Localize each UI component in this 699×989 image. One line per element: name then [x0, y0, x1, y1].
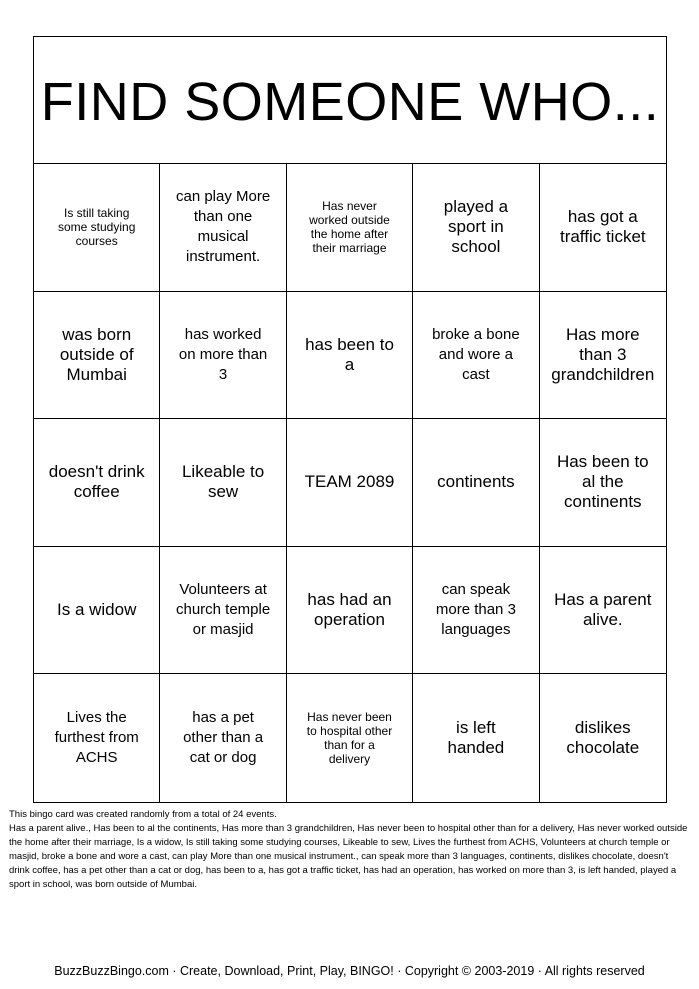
bingo-cell-text: Has never been to hospital other than for a delivery	[306, 710, 393, 767]
card-info	[9, 808, 689, 892]
bingo-cell-text: Lives the furthest from ACHS	[54, 709, 139, 767]
bingo-cell-text: has a pet other than a cat or dog	[183, 709, 264, 767]
bingo-cell-text: broke a bone and wore a cast	[432, 325, 520, 383]
bingo-cell	[540, 674, 666, 802]
bingo-cell	[413, 419, 539, 547]
bingo-cell-text: Has a parent alive.	[554, 590, 652, 630]
bingo-cell	[413, 674, 539, 802]
bingo-cell	[540, 164, 666, 292]
bingo-card	[33, 36, 667, 803]
bingo-cell-text: Has been to al the continents	[556, 452, 649, 512]
bingo-cell-text: Has never worked outside the home after their marriage	[309, 199, 390, 256]
bingo-cell-text: Likeable to sew	[181, 462, 265, 502]
bingo-cell-text: has been to a	[305, 334, 394, 374]
bingo-cell	[160, 164, 286, 292]
bingo-cell	[413, 164, 539, 292]
bingo-cell-text: has got a traffic ticket	[559, 207, 646, 247]
bingo-cell	[160, 674, 286, 802]
bingo-cell	[34, 292, 160, 420]
footer: BuzzBuzzBingo.com · Create, Download, Print, Play, BINGO! · Copyright © 2003-2019 · All rights reserved	[54, 964, 645, 978]
bingo-cell	[34, 419, 160, 547]
bingo-grid	[34, 164, 666, 802]
bingo-cell	[34, 164, 160, 292]
bingo-cell	[160, 547, 286, 675]
bingo-cell	[540, 292, 666, 420]
info-summary: This bingo card was created randomly from a total of 24 events.	[9, 809, 277, 820]
bingo-cell-text: has worked on more than 3	[178, 325, 268, 383]
bingo-cell-text: Is still taking some studying courses	[58, 206, 136, 249]
bingo-cell-text: Volunteers at church temple or masjid	[175, 581, 271, 639]
bingo-cell	[413, 547, 539, 675]
bingo-cell-text: doesn't drink coffee	[48, 462, 145, 502]
bingo-cell	[287, 674, 413, 802]
bingo-cell-text: continents	[437, 472, 515, 492]
card-title: FIND SOMEONE WHO...	[34, 37, 666, 164]
bingo-cell-text: Has more than 3 grandchildren	[551, 324, 655, 384]
bingo-cell-text: TEAM 2089	[304, 472, 395, 492]
bingo-cell-text: was born outside of Mumbai	[59, 324, 134, 384]
bingo-cell-text: has had an operation	[307, 590, 392, 630]
bingo-cell	[287, 164, 413, 292]
bingo-cell	[287, 292, 413, 420]
info-events: Has a parent alive., Has been to al the continents, Has more than 3 grandchildren, Has never been to hospital other than for a delivery, Has never worked outside the home after their marriage, Is a widow, Is still taking some studying courses, Likeable to sew, Lives the furthest from ACHS, Volunteers at church temple or masjid, broke a bone and wore a cast, can play More than one musical instrument., can speak more than 3 languages, continents, dislikes chocolate, doesn't drink coffee, has a pet other than a cat or dog, has been to a, has got a traffic ticket, has had an operation, has worked on more than 3, is left handed, played a sport in school, was born outside of Mumbai.	[9, 823, 688, 890]
bingo-cell	[160, 292, 286, 420]
bingo-cell-text: played a sport in school	[443, 197, 509, 257]
bingo-cell-text: Is a widow	[57, 600, 137, 620]
bingo-cell	[160, 419, 286, 547]
bingo-cell	[540, 547, 666, 675]
bingo-cell	[287, 547, 413, 675]
bingo-cell	[34, 547, 160, 675]
bingo-cell	[34, 674, 160, 802]
bingo-cell	[540, 419, 666, 547]
bingo-cell-text: can speak more than 3 languages	[435, 581, 516, 639]
bingo-cell-text: dislikes chocolate	[566, 718, 640, 758]
bingo-cell	[413, 292, 539, 420]
bingo-cell-text: can play More than one musical instrument.	[175, 188, 271, 266]
bingo-cell	[287, 419, 413, 547]
bingo-cell-text: is left handed	[447, 718, 505, 758]
